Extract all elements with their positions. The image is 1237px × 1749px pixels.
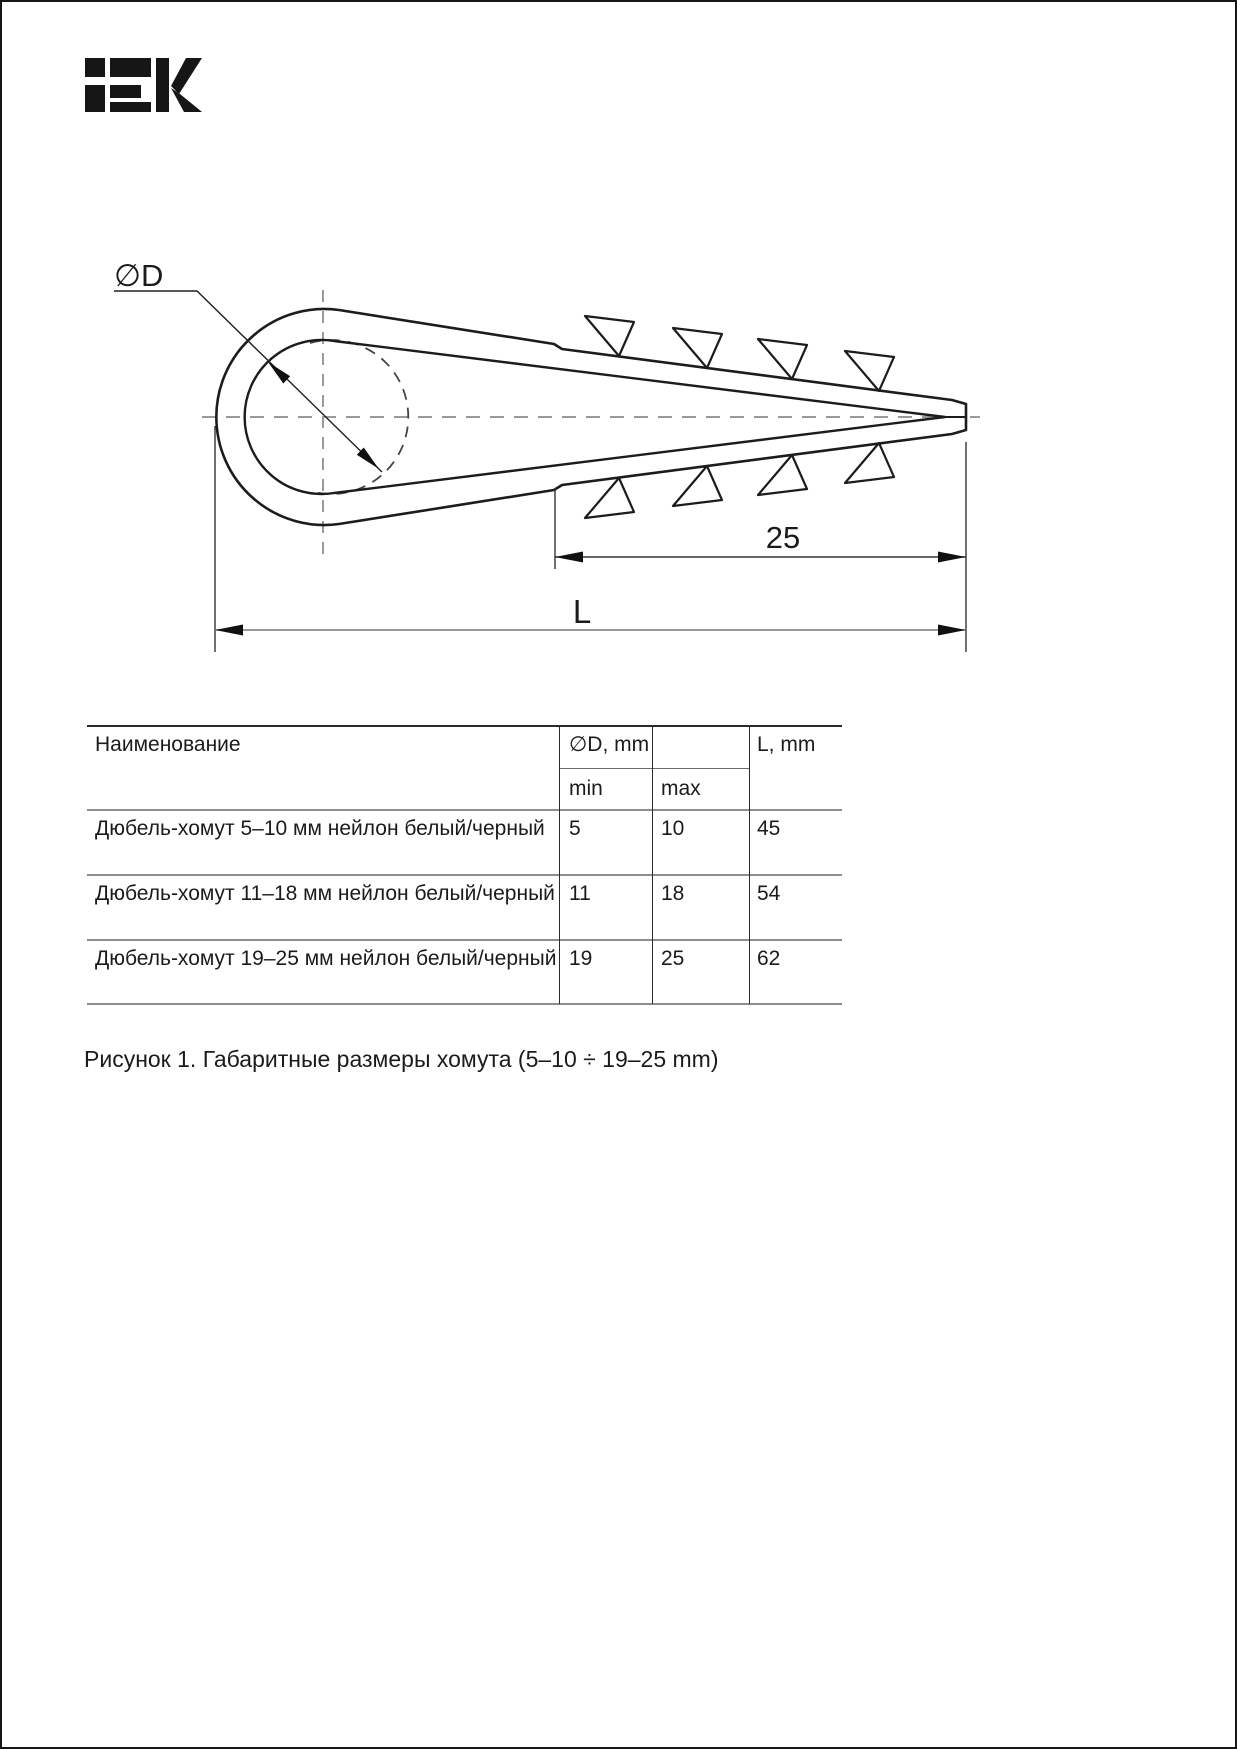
table-subheader-divider [559, 768, 749, 769]
tip-length-dimension [555, 520, 966, 563]
table-top-border [87, 725, 842, 727]
max-diameter-cell: 25 [661, 947, 685, 970]
table-row-separator [87, 874, 842, 876]
barb-tooth [758, 455, 807, 495]
column-subheader-max: max [661, 777, 701, 800]
table-column-divider [749, 725, 750, 1004]
barb-tooth [845, 443, 894, 483]
barb-tooth [673, 466, 722, 506]
figure-caption: Рисунок 1. Габаритные размеры хомута (5–10 ÷ 19–25 mm) [84, 1046, 719, 1072]
diameter-leader-line [114, 291, 382, 472]
barb-tooth [585, 316, 634, 356]
column-header-length: L, mm [757, 733, 816, 756]
min-diameter-cell: 19 [569, 947, 593, 970]
max-diameter-cell: 18 [661, 882, 685, 905]
upper-barb-teeth [585, 316, 894, 391]
table-header-separator [87, 809, 842, 811]
total-length-label: L [572, 593, 592, 630]
barb-tooth [758, 339, 807, 379]
length-cell: 45 [757, 817, 781, 840]
product-name-cell: Дюбель-хомут 11–18 мм нейлон белый/черный [95, 882, 555, 905]
product-name-cell: Дюбель-хомут 19–25 мм нейлон белый/черный [95, 947, 557, 970]
product-name-cell: Дюбель-хомут 5–10 мм нейлон белый/черный [95, 817, 545, 840]
column-header-name: Наименование [95, 733, 241, 756]
min-diameter-cell: 11 [569, 882, 591, 905]
dowel-clamp-technical-drawing [2, 2, 1237, 702]
min-diameter-cell: 5 [569, 817, 581, 840]
length-cell: 62 [757, 947, 781, 970]
dimension-arrow-right [938, 552, 966, 563]
tip-length-label: 25 [765, 520, 801, 555]
dimension-arrow-right [938, 625, 966, 636]
dimension-arrow-left [215, 625, 243, 636]
dimension-arrow-left [555, 552, 583, 563]
table-bottom-border [87, 1003, 842, 1005]
column-header-diameter: ∅D, mm [569, 733, 650, 756]
barb-tooth [585, 478, 634, 518]
barb-tooth [845, 351, 894, 391]
table-row-separator [87, 939, 842, 941]
total-length-dimension [215, 593, 966, 636]
diameter-label: ∅D [114, 258, 164, 293]
column-subheader-min: min [569, 777, 603, 800]
diameter-arrow-upper [268, 362, 290, 384]
max-diameter-cell: 10 [661, 817, 685, 840]
barb-tooth [673, 328, 722, 368]
table-column-divider [559, 725, 560, 1004]
table-column-divider [652, 725, 653, 1004]
lower-barb-teeth [585, 443, 894, 518]
length-cell: 54 [757, 882, 781, 905]
